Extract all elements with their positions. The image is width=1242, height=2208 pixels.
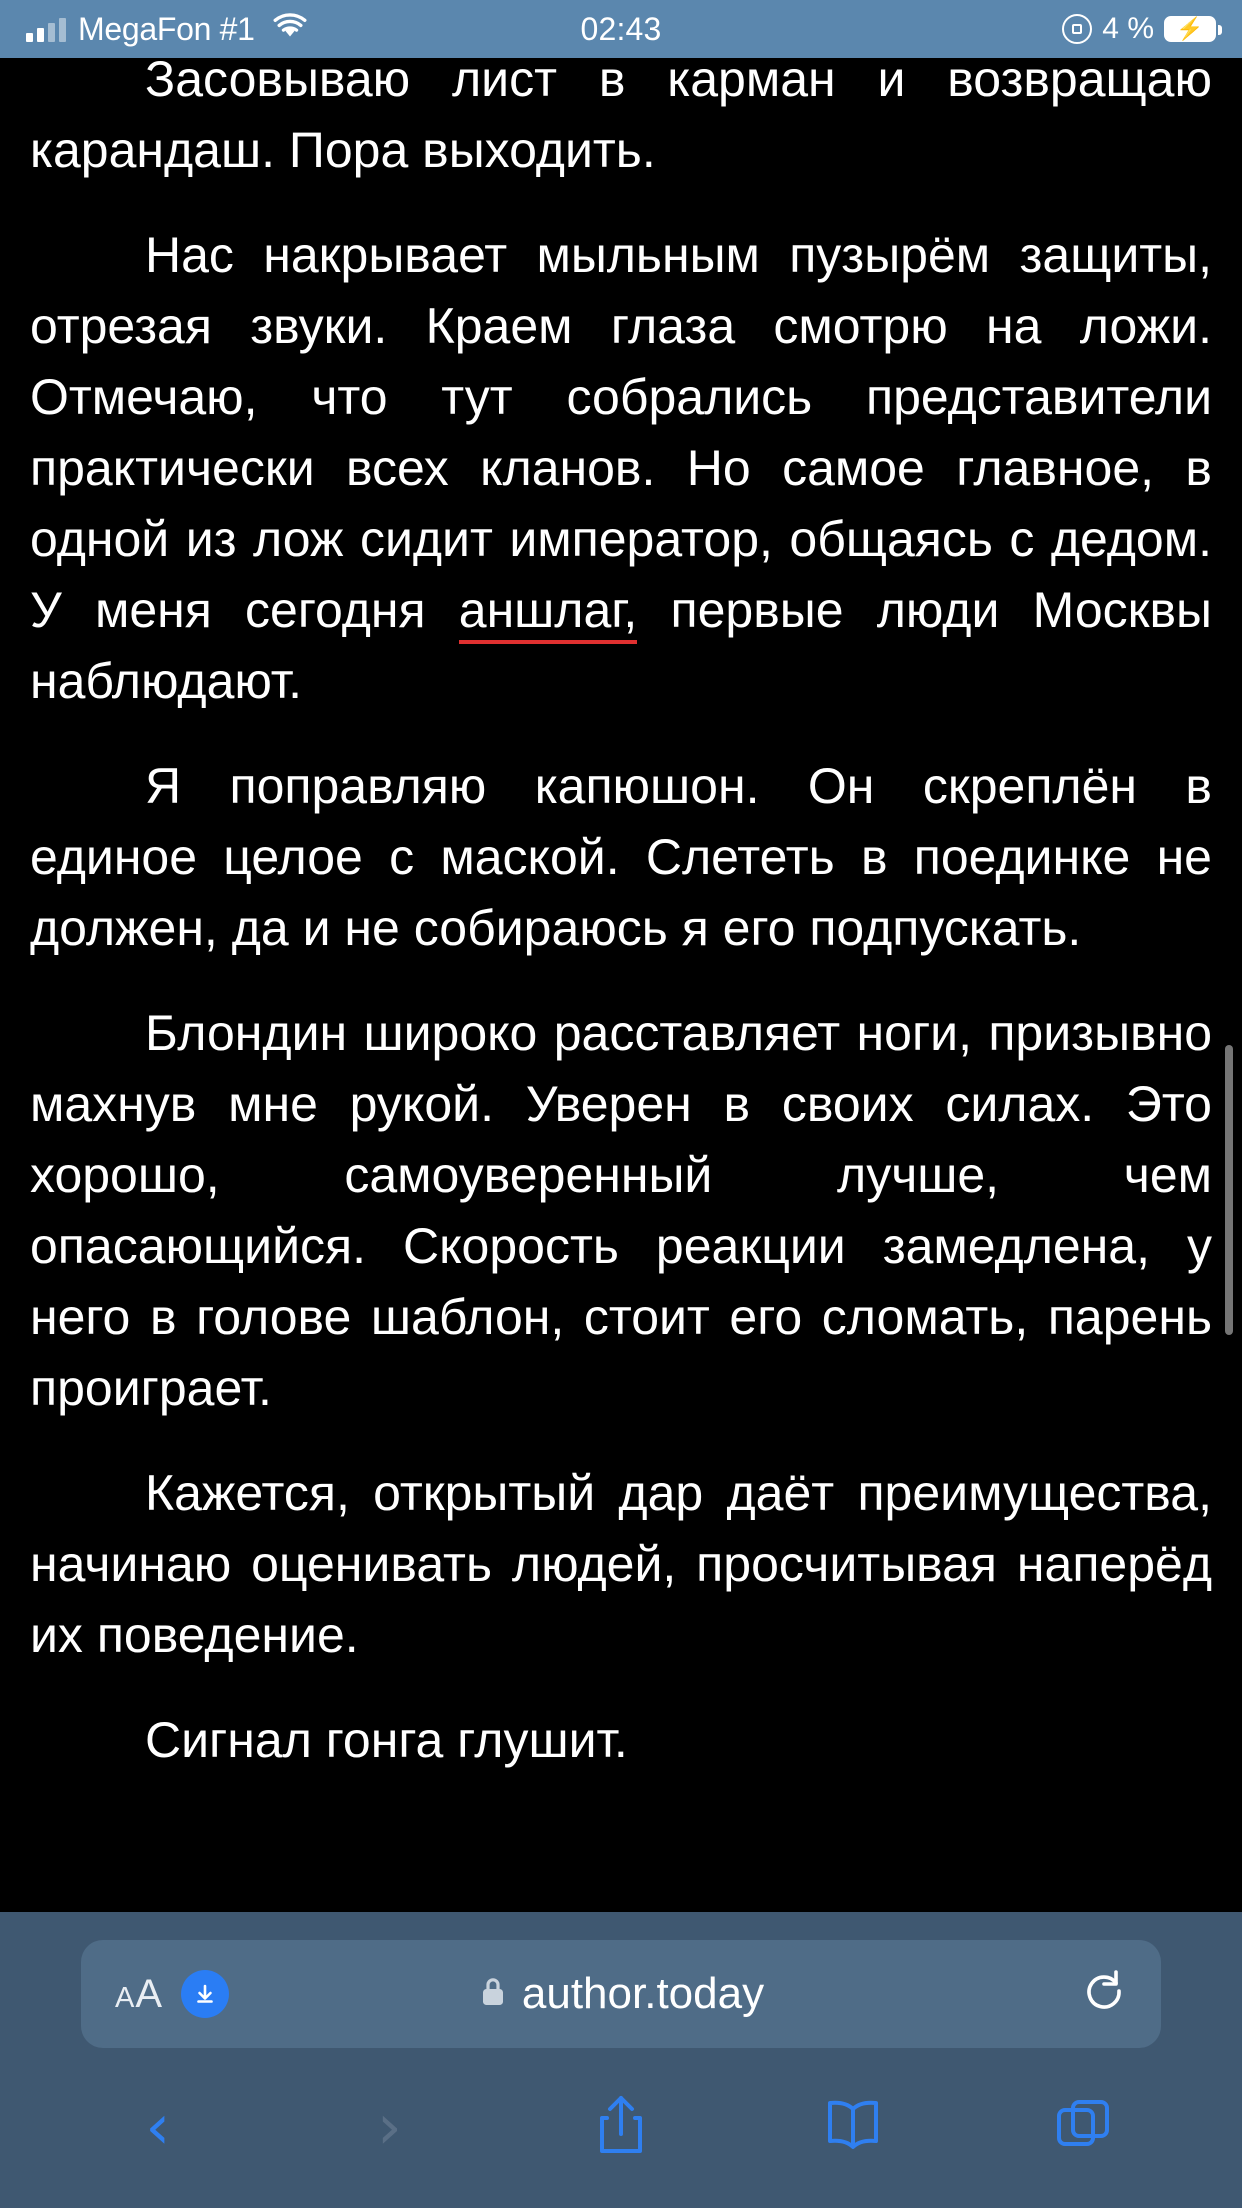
highlighted-word[interactable]: аншлаг, [459,582,638,644]
back-button[interactable] [103,2081,213,2173]
bookmarks-button[interactable] [798,2081,908,2173]
url-text: author.today [521,1969,765,2018]
chevron-right-icon: › [376,2090,402,2163]
status-bar [0,0,1242,58]
lock-icon [478,1974,508,2015]
chevron-left-icon: ‹ [145,2090,171,2163]
cellular-signal-icon [26,16,66,42]
paragraph-2-tail: первые люди Москвы наблюдают. [30,582,1212,709]
battery-charging-icon: ⚡ [1164,16,1216,42]
share-icon [594,2092,648,2163]
download-arrow-icon[interactable] [181,1970,229,2018]
address-bar[interactable] [81,1940,1161,2048]
rotation-lock-icon [1062,14,1092,44]
tabs-button[interactable] [1029,2081,1139,2173]
text-size-button[interactable]: A A [115,1971,162,2016]
paragraph-2 [30,220,1212,717]
forward-button[interactable] [334,2081,444,2173]
status-bar-right [711,12,1216,46]
url-display [81,1969,1161,2019]
reader-content[interactable] [0,58,1242,1912]
paragraph-6: Сигнал гонга глушит. [145,1712,628,1768]
paragraph-5: Кажется, открытый дар даёт преимущества, начинаю оценивать людей, просчитывая наперёд их поведение. [30,1465,1212,1663]
paragraph-4: Блондин широко расставляет ноги, призывно махнув мне рукой. Уверен в своих силах. Это хорошо, самоуверенный лучше, чем опасающийся. Скорость реакции замедлена, у него в голове шаблон, стоит его сломать, парень проиграет. [30,1005,1212,1416]
wifi-icon [273,11,307,47]
browser-toolbar [0,2072,1242,2182]
reload-icon[interactable] [1081,1966,1127,2023]
paragraph-3: Я поправляю капюшон. Он скреплён в единое целое с маской. Слететь в поединке не должен, да и не собираюсь я его подпускать. [30,758,1212,956]
battery-percent-label: 4 % [1102,12,1154,45]
status-bar-left [26,11,531,48]
tabs-icon [1055,2096,1113,2159]
paragraph-1: Засовываю лист в карман и возвращаю карандаш. Пора выходить. [30,58,1212,178]
book-icon [822,2097,884,2158]
clock-label: 02:43 [580,10,662,47]
paragraph-2-head: Нас накрывает мыльным пузырём защиты, отрезая звуки. Краем глаза смотрю на ложи. Отмечаю, что тут собрались представители практически всех кланов. Но самое главное, в одной из лож сидит император, общаясь с дедом. У меня сегодня [30,227,1212,638]
browser-bottom-bar [0,1912,1242,2208]
scroll-position-indicator[interactable] [1225,1045,1233,1335]
share-button[interactable] [566,2081,676,2173]
carrier-label: MegaFon #1 [78,10,255,47]
